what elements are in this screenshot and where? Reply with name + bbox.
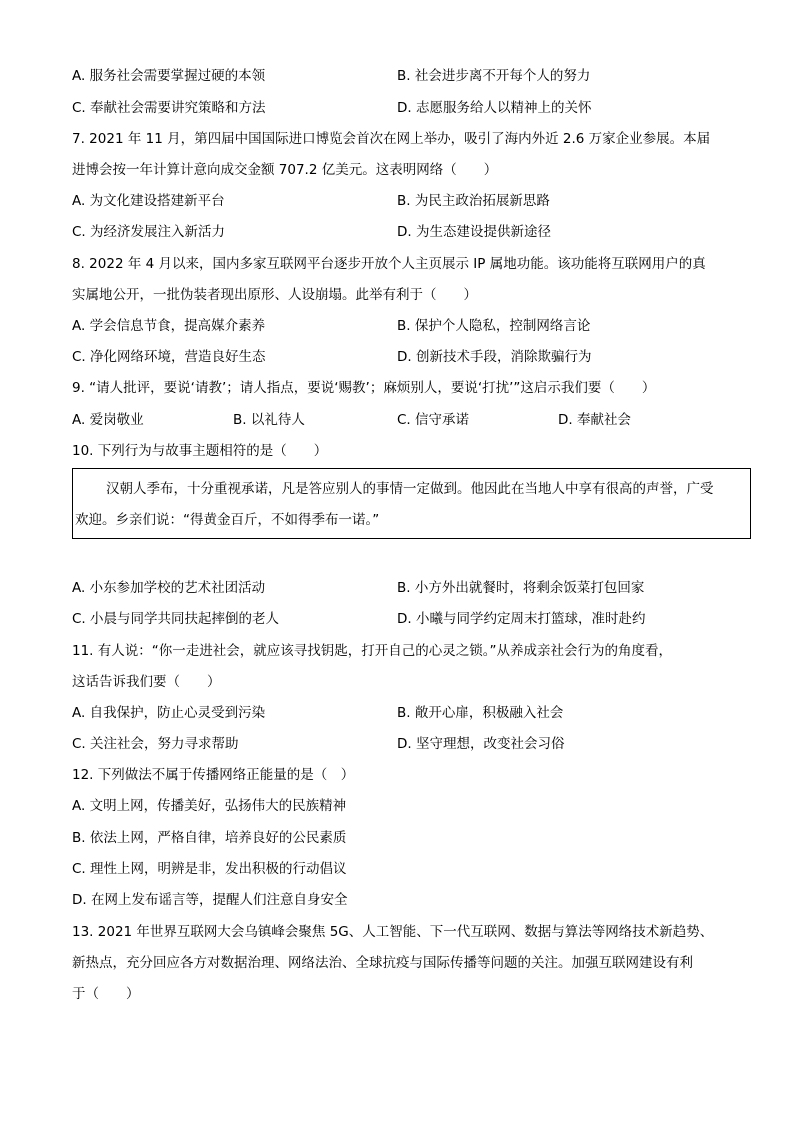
q8-option-d: D. 创新技术手段，消除欺骗行为 [397,349,592,365]
story-text-line-2: 欢迎。乡亲们说：“得黄金百斤，不如得季布一诺。” [75,512,380,528]
q7-option-b: B. 为民主政治拓展新思路 [397,193,550,209]
option-a: A. 服务社会需要掌握过硬的本领 [72,68,266,84]
q7-option-a: A. 为文化建设搭建新平台 [72,193,225,209]
q9-option-a: A. 爱岗敬业 [72,412,144,428]
question-13-stem-end: 于（ ） [72,986,140,1002]
q10-option-b: B. 小方外出就餐时，将剩余饭菜打包回家 [397,580,645,596]
q10-option-d: D. 小曦与同学约定周末打篮球，准时赴约 [397,611,646,627]
q12-option-c: C. 理性上网，明辨是非，发出积极的行动倡议 [72,861,347,877]
question-13-stem: 13. 2021 年世界互联网大会乌镇峰会聚焦 5G、人工智能、下一代互联网、数据与算法等网络技术新趋势、 [72,924,714,940]
q8-option-c: C. 净化网络环境，营造良好生态 [72,349,266,365]
q11-option-a: A. 自我保护，防止心灵受到污染 [72,705,266,721]
q7-option-c: C. 为经济发展注入新活力 [72,224,226,240]
question-11-stem: 11. 有人说：“你一走进社会，就应该寻找钥匙，打开自己的心灵之锁。”从养成亲社会行为的角度看， [72,643,672,659]
option-c: C. 奉献社会需要讲究策略和方法 [72,100,266,116]
question-12-stem: 12. 下列做法不属于传播网络正能量的是（ ） [72,767,355,783]
q8-option-b: B. 保护个人隐私，控制网络言论 [397,318,591,334]
question-8-stem: 8. 2022 年 4 月以来，国内多家互联网平台逐步开放个人主页展示 IP 属地功能。该功能将互联网用户的真 [72,256,706,272]
q12-option-d: D. 在网上发布谣言等，提醒人们注意自身安全 [72,892,348,908]
question-9-stem: 9. “请人批评，要说‘请教’；请人指点，要说‘赐教’；麻烦别人，要说‘打扰’”这启示我们要（ ） [72,380,656,396]
question-7-stem-cont: 进博会按一年计算计意向成交金额 707.2 亿美元。这表明网络（ ） [72,162,498,178]
question-11-stem-cont: 这话告诉我们要（ ） [72,674,221,690]
q11-option-b: B. 敞开心扉，积极融入社会 [397,705,564,721]
option-b: B. 社会进步离不开每个人的努力 [397,68,591,84]
q7-option-d: D. 为生态建设提供新途径 [397,224,551,240]
question-7-stem: 7. 2021 年 11 月，第四届中国国际进口博览会首次在网上举办，吸引了海内外近 2.6 万家企业参展。本届 [72,131,711,147]
q11-option-d: D. 坚守理想，改变社会习俗 [397,736,565,752]
q9-option-d: D. 奉献社会 [558,412,631,428]
q9-option-c: C. 信守承诺 [397,412,470,428]
question-10-stem: 10. 下列行为与故事主题相符的是（ ） [72,443,328,459]
q12-option-a: A. 文明上网，传播美好，弘扬伟大的民族精神 [72,798,347,814]
q10-option-c: C. 小晨与同学共同扶起摔倒的老人 [72,611,280,627]
story-text-line-1: 汉朝人季布，十分重视承诺，凡是答应别人的事情一定做到。他因此在当地人中享有很高的声誉，广受 [106,481,714,497]
question-13-stem-cont: 新热点，充分回应各方对数据治理、网络法治、全球抗疫与国际传播等问题的关注。加强互联网建设有利 [72,955,693,971]
option-d: D. 志愿服务给人以精神上的关怀 [397,100,592,116]
question-8-stem-cont: 实属地公开，一批伪装者现出原形、人设崩塌。此举有利于（ ） [72,287,477,303]
q12-option-b: B. 依法上网，严格自律，培养良好的公民素质 [72,830,347,846]
story-box [72,468,751,539]
q11-option-c: C. 关注社会，努力寻求帮助 [72,736,239,752]
q8-option-a: A. 学会信息节食，提高媒介素养 [72,318,266,334]
q9-option-b: B. 以礼待人 [233,412,305,428]
q10-option-a: A. 小东参加学校的艺术社团活动 [72,580,266,596]
